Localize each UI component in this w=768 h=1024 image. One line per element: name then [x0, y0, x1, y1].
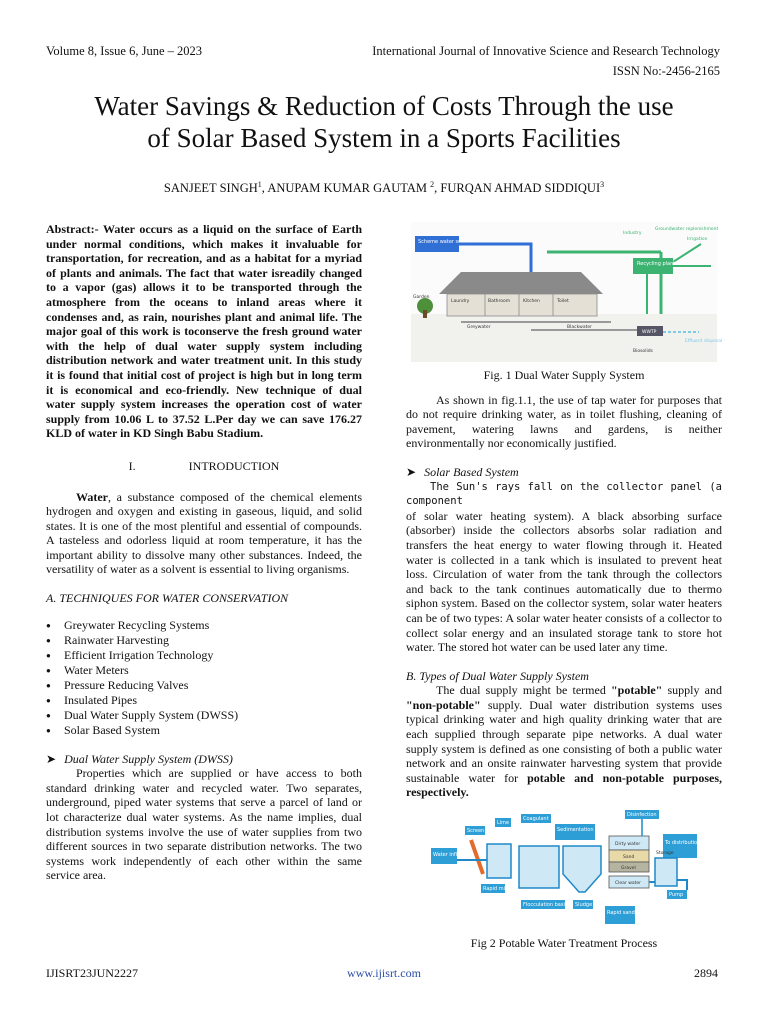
figure-1-caption: Fig. 1 Dual Water Supply System	[483, 368, 645, 382]
types-potable: "potable"	[610, 683, 663, 698]
author-3-affil: 3	[600, 180, 605, 189]
dwss-heading-text: Dual Water Supply System (DWSS)	[64, 751, 233, 766]
title-line-2: of Solar Based System in a Sports Facilities	[147, 123, 621, 153]
fig2-sand-label: Sand	[623, 855, 635, 861]
fig1-blackwater-label: Blackwater	[567, 325, 592, 330]
fig2-disinfection-label: Disinfection	[627, 812, 657, 819]
fig1-paragraph: As shown in fig.1.1, the use of tap water for purposes that do not require drinking water, as in toilet flushing, cleaning of pavement, watering lawns and gardens, is neither environmentally nor economically justified.	[406, 392, 722, 451]
author-1-affil: 1	[257, 180, 262, 189]
figure-2-potable-treatment	[429, 810, 721, 930]
solar-heading-text: Solar Based System	[424, 464, 519, 479]
fig2-flocculation-label: Flocculation basin	[523, 902, 569, 909]
right-column	[406, 222, 722, 961]
fig2-influent-label: Water influent	[433, 852, 469, 859]
intro-text: , a substance composed of the chemical elements hydrogen and oxygen and existing in gaseous, liquid, and solid states. It is one of the most plentiful and essential of compounds. A tasteless and odorless liquid at room temperature, it has the important ability to dissolve many other substances. Indeed, the versatility of water as a solvent is essential to living organisms.	[46, 489, 362, 577]
fig2-sedimentation-label: Sedimentation basin	[557, 827, 609, 834]
list-item: ● Insulated Pipes	[46, 693, 362, 708]
fig2-dirty-water-label: Dirty water	[615, 842, 641, 848]
author-3: , FURQAN AHMAD SIDDIQUI	[434, 181, 601, 196]
fig1-biosolids-label: Biosolids	[633, 349, 653, 354]
header-issn: ISSN No:-2456-2165	[612, 64, 720, 78]
arrow-bullet-icon: ➤	[46, 751, 57, 766]
list-item: ● Pressure Reducing Valves	[46, 678, 362, 693]
fig1-industry-label: Industry	[623, 231, 642, 236]
list-item: ● Rainwater Harvesting	[46, 633, 362, 648]
types-paragraph	[406, 683, 722, 800]
fig1-groundwater-label: Groundwater replenishment	[655, 227, 719, 232]
types-text-1: The dual supply might be termed	[436, 683, 611, 698]
fig2-coagulant-label: Coagulant	[523, 816, 549, 823]
techniques-list	[46, 618, 362, 738]
solar-paragraph: of solar water heating system). A black absorbing surface (absorber) inside the collectors absorbs solar radiation and transfers the heat energy to water flowing through it. Heated water is collected in a tank which is insulated to prevent heat loss. Circulation of water from the tank through the collectors and back to the tank continues automatically due to thermo siphon system. Based on the collector system, solar water heaters can be of two types: A solar water heater consists of a collector to collect solar energy and an insulated storage tank to store hot water. The stored hot water can be used later any time.	[406, 508, 722, 655]
fig1-greywater-label: Greywater	[467, 325, 491, 330]
section-title: INTRODUCTION	[188, 458, 280, 473]
fig2-gravel-label: Gravel	[621, 866, 636, 872]
fig2-lime-label: Lime	[497, 820, 510, 827]
dwss-paragraph: Properties which are supplied or have access to both standard drinking water and recycled water. Two separates, underground, piped water systems that serve a parcel of land or lot characterize dual water systems. As the name implies, dual distribution systems involve the use of water supplies from two different sources in two separate distribution networks. The two systems work independently of each other within the same service area.	[46, 766, 362, 883]
section-number: I.	[128, 458, 136, 473]
types-bold-end: potable and non-potable purposes, respectively.	[406, 770, 722, 800]
intro-lead-word: Water	[76, 489, 108, 504]
header-journal: International Journal of Innovative Science and Research Technology	[372, 44, 720, 58]
types-non-potable: "non-potable"	[406, 697, 481, 712]
list-item: ● Solar Based System	[46, 723, 362, 738]
techniques-heading: A. TECHNIQUES FOR WATER CONSERVATION	[46, 591, 289, 606]
left-column	[46, 222, 362, 883]
abstract: Abstract:- Water occurs as a liquid on the surface of Earth under normal conditions, which makes it invaluable for transportation, for recreation, and as a habitat for a myriad of plants and animals. The fact that water isreadily changed to a vapor (gas) allows it to be transported through the atmosphere from the oceans to inland areas where it condenses and, as rain, nourishes plant and animal life. The major goal of this work is toconserve the fresh ground water with the help of dual water supply system including distribution network and water treatment unit. In this study it is found that initial cost of project is high but in long term it is economical and eco-friendly. New technique of dual water supply system increases the operation cost of water supply from 10.06 L to 37.52 L.Per day we can save 176.27 KLD of water in KD Singh Babu Stadium.	[46, 222, 362, 441]
fig2-distribution-label: To distribution system	[665, 840, 721, 847]
list-item: ● Efficient Irrigation Technology	[46, 648, 362, 663]
list-item: ● Greywater Recycling Systems	[46, 618, 362, 633]
fig1-recycling-label: Recycling plant	[637, 261, 676, 267]
fig2-screen-label: Screen	[467, 828, 485, 835]
types-heading: B. Types of Dual Water Supply System	[406, 668, 589, 683]
solar-heading	[406, 465, 722, 480]
fig1-effluent-label: Effluent disposal	[685, 339, 723, 344]
intro-paragraph	[46, 490, 362, 578]
figure-1-dual-water-supply	[411, 222, 723, 362]
arrow-bullet-icon: ➤	[406, 464, 417, 479]
fig1-irrigation-label: Irrigation	[687, 237, 708, 242]
paper-title	[30, 90, 738, 154]
authors	[0, 180, 768, 196]
list-item: ● Water Meters	[46, 663, 362, 678]
types-text-2: supply and	[662, 683, 722, 698]
footer-article-code: IJISRT23JUN2227	[46, 966, 138, 980]
fig2-pump-label: Pump	[669, 892, 684, 899]
author-2: , ANUPAM KUMAR GAUTAM	[261, 181, 431, 196]
footer-page-number: 2894	[694, 966, 718, 980]
fig2-storage-label: Storage	[656, 851, 674, 857]
solar-first-line: The Sun's rays fall on the collector panel (a component	[406, 480, 722, 508]
author-1: SANJEET SINGH	[163, 181, 258, 196]
fig1-garden-label: Garden	[413, 295, 430, 300]
fig1-bathroom-label: Bathroom	[488, 299, 511, 304]
fig2-rapid-sand-label: Rapid sand filter	[607, 910, 648, 917]
section-introduction-heading	[46, 459, 362, 474]
fig2-rapid-mix-label: Rapid mix	[483, 886, 508, 893]
footer-site-link[interactable]: www.ijisrt.com	[347, 966, 421, 980]
fig1-wwtp-label: WWTP	[642, 330, 657, 335]
header-volume: Volume 8, Issue 6, June – 2023	[46, 44, 203, 58]
fig1-toilet-label: Toilet	[557, 299, 569, 304]
title-line-1: Water Savings & Reduction of Costs Through the use	[94, 91, 674, 121]
fig1-kitchen-label: Kitchen	[523, 299, 540, 304]
list-item: ● Dual Water Supply System (DWSS)	[46, 708, 362, 723]
dwss-heading	[46, 752, 362, 767]
figure-2-caption: Fig 2 Potable Water Treatment Process	[470, 936, 658, 951]
types-text-3: supply. Dual water distribution systems uses typical drinking water and high quality drinking water that are each supplied through separate pipe networks. A dual water supply system is defined as one consisting of both a public water network and an onsite rainwater harvesting system that provide sustainable water for	[406, 697, 722, 785]
fig1-laundry-label: Laundry	[451, 299, 470, 304]
author-2-affil: 2	[430, 180, 435, 189]
fig2-clear-water-label: Clear water	[615, 881, 642, 887]
fig2-sludge-label: Sludge	[575, 902, 593, 909]
fig1-scheme-label: Scheme water supply	[418, 239, 473, 245]
